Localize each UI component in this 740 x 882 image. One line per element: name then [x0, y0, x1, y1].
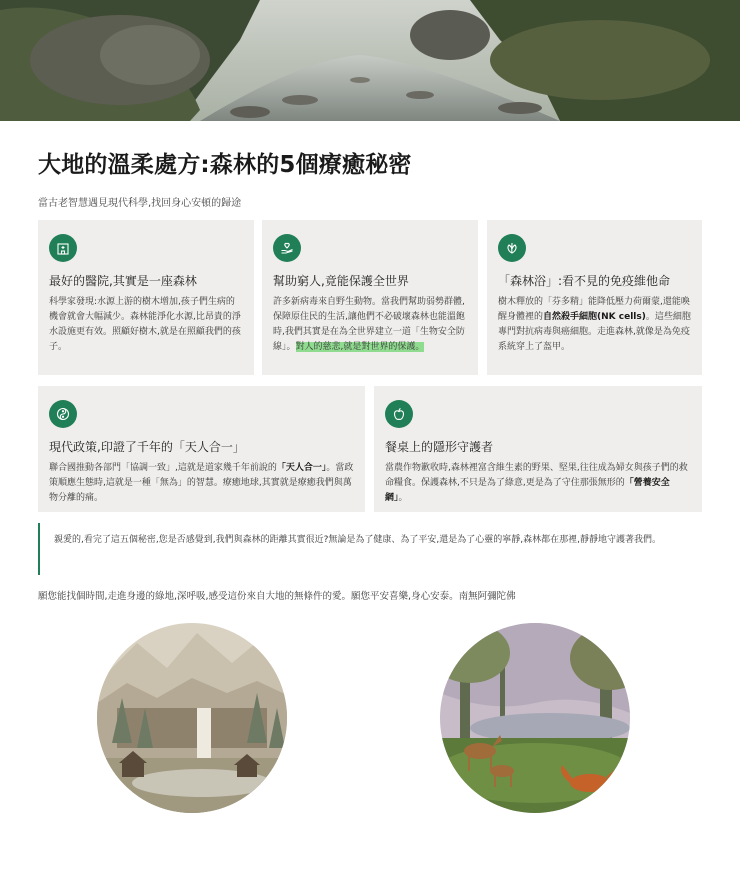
hospital-building-icon [49, 234, 77, 262]
blockquote: 親愛的,看完了這五個秘密,您是否感覺到,我們與森林的距離其實很近?無論是為了健康、為了平安,還是為了心靈的寧靜,森林都在那裡,靜靜地守護著我們。 [38, 523, 702, 575]
highlighted-text: 對人的慈悲,就是對世界的保護。 [295, 342, 425, 352]
card-body-text: 。當政策順應生態時,這就是一種「無為」的智慧。療癒地球,其實就是療癒我們與萬物分離的痛。 [49, 463, 354, 503]
secret-card-help-poor [262, 220, 478, 375]
waterfall-village-illustration [97, 623, 287, 813]
card-body [49, 461, 354, 506]
card-body-text: 。 [398, 493, 408, 503]
yin-yang-icon [49, 400, 77, 428]
secret-card-forest-bathing [487, 220, 702, 375]
hero-forest-stream-image [0, 0, 740, 121]
card-body [385, 461, 691, 506]
page-subtitle: 當古老智慧遇見現代科學,找回身心安頓的歸途 [38, 198, 242, 209]
card-body-text: 許多新病毒來自野生動物。當我們幫助弱勢群體,保障原住民的生活,讓他們不必破壞森林也能溫飽時,我們其實是在為全世界建立一道「生物安全防線」。 [273, 297, 465, 352]
secret-card-harmony [38, 386, 365, 512]
card-title: 現代政策,印證了千年的「天人合一」 [49, 440, 245, 454]
card-title: 幫助窮人,竟能保護全世界 [273, 274, 409, 288]
bold-text: 「營養安全網」 [385, 478, 670, 503]
apple-icon [385, 400, 413, 428]
card-body [273, 295, 467, 355]
card-body: 科學家發現:水源上游的樹木增加,孩子們生病的機會就會大幅減少。森林能淨化水源,比昂貴的淨水設施更有效。照顧好樹木,就是在照顧我們的孩子。 [49, 297, 241, 352]
bold-text: 自然殺手細胞(NK cells) [543, 312, 646, 322]
card-body-text: 樹木釋放的「芬多精」能降低壓力荷爾蒙,還能喚醒身體裡的 [498, 297, 690, 322]
deer-fox-forest-illustration [440, 623, 630, 813]
card-body [498, 295, 691, 355]
secret-card-food-guardian [374, 386, 702, 512]
page-title: 大地的溫柔處方:森林的5個療癒秘密 [38, 152, 412, 178]
bold-text: 「天人合一」 [276, 463, 327, 473]
card-body-text: 。這些細胞專門對抗病毒與癌細胞。走進森林,就像是為免疫系統穿上了盔甲。 [498, 312, 691, 352]
helping-hand-icon [273, 234, 301, 262]
card-body-text: 當農作物歉收時,森林裡富含維生素的野果、堅果,往往成為婦女與孩子們的救命糧食。保護森林,不只是為了綠意,更是為了守住那張無形的 [385, 463, 688, 488]
leaf-icon [498, 234, 526, 262]
closing-paragraph: 願您能找個時間,走進身邊的綠地,深呼吸,感受這份來自大地的無條件的愛。願您平安喜樂,身心安泰。南無阿彌陀佛 [38, 591, 516, 602]
card-title: 最好的醫院,其實是一座森林 [49, 274, 197, 288]
card-body-text: 聯合國推動各部門「協調一致」,這就是道家幾千年前說的 [49, 463, 277, 473]
secret-card-forest-hospital [38, 220, 254, 375]
card-title: 餐桌上的隱形守護者 [385, 440, 494, 454]
card-title: 「森林浴」:看不見的免疫維他命 [498, 274, 671, 288]
